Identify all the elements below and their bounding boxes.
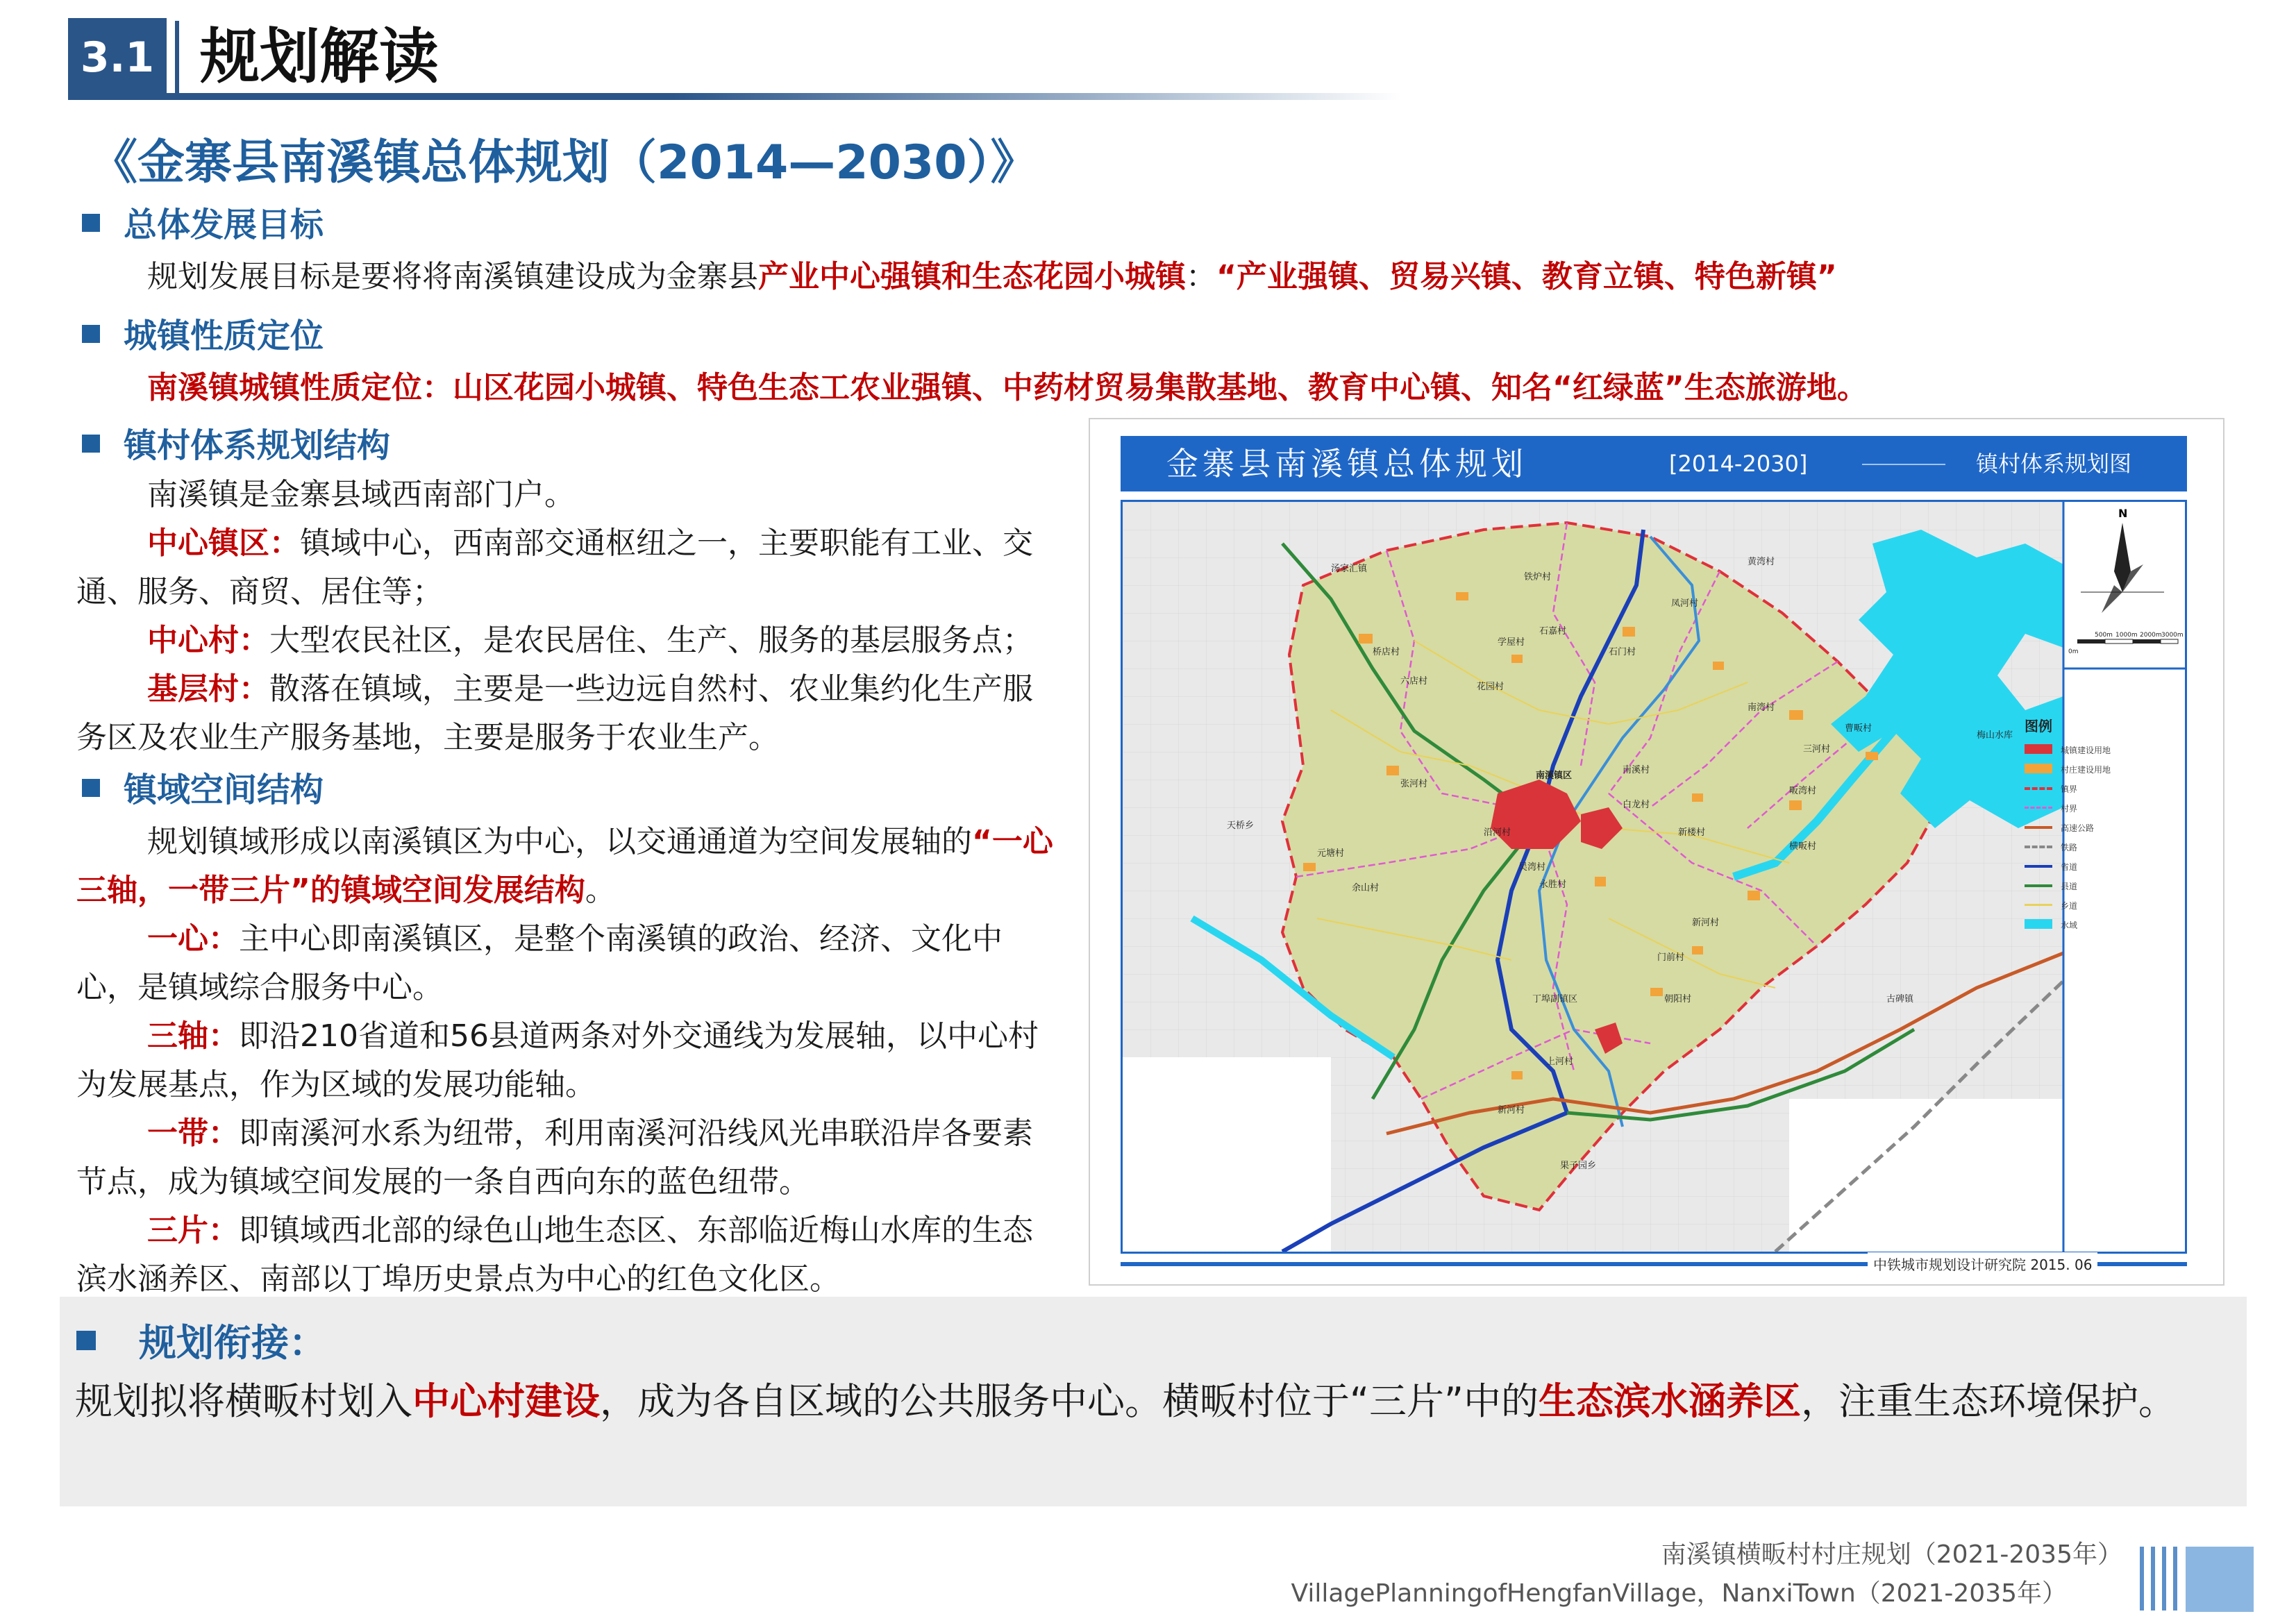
legend-swatch-expressway [2025, 826, 2052, 829]
legend-swatch-water [2025, 919, 2052, 929]
three-zones-description: 三片：即镇域西北部的绿色山地生态区、东部临近梅山水库的生态滨水涵养区、南部以丁埠历史景点为中心的红色文化区。 [76, 1213, 1033, 1297]
legend-swatch-village-boundary [2025, 807, 2052, 809]
legend-swatch-rural-road [2025, 904, 2052, 906]
place-label: 新楼村 [1678, 827, 1706, 838]
place-label: 铁炉村 [1524, 572, 1552, 582]
heading-town-positioning: 城镇性质定位 [82, 314, 324, 358]
legend-item: 乡道 [2025, 897, 2156, 916]
svg-text:0m: 0m [2068, 648, 2079, 655]
one-core-description: 一心：主中心即南溪镇区，是整个南溪镇的政治、经济、文化中心，是镇域综合服务中心。 [76, 921, 1003, 1005]
place-label: 黄湾村 [1748, 557, 1775, 567]
north-label: N [2118, 507, 2128, 520]
place-label: 丁埠副镇区 [1532, 994, 1578, 1004]
bullet-square-icon [76, 1331, 96, 1350]
svg-text:1000m: 1000m [2115, 632, 2138, 639]
footer-title-cn: 南溪镇横畈村村庄规划（2021-2035年） [1661, 1540, 2122, 1569]
map-type-label: 镇村体系规划图 [1976, 451, 2132, 477]
legend-item: 城镇建设用地 [2025, 741, 2156, 761]
place-label: 果子园乡 [1560, 1161, 1597, 1171]
planning-link-text: 规划拟将横畈村划入中心村建设，成为各自区域的公共服务中心。横畈村位于“三片”中的生态滨水涵养区，注重生态环境保护。 [75, 1379, 2176, 1423]
place-label: 朝阳村 [1664, 994, 1692, 1004]
svg-text:500m: 500m [2095, 632, 2113, 639]
spatial-structure-intro: 规划镇域形成以南溪镇区为中心，以交通通道为空间发展轴的“一心三轴，一带三片”的镇域空间发展结构。 [76, 824, 1053, 908]
legend-item: 县道 [2025, 877, 2156, 897]
village-system-intro: 南溪镇是金寨县域西南部门户。 [147, 477, 575, 512]
place-label: 三河村 [1803, 744, 1831, 755]
legend-item: 村界 [2025, 800, 2156, 819]
place-label: 学屋村 [1498, 637, 1525, 648]
central-town-description: 中心镇区：镇域中心，西南部交通枢纽之一，主要职能有工业、交通、服务、商贸、居住等； [76, 525, 1033, 609]
legend-item: 村庄建设用地 [2025, 761, 2156, 780]
planning-link-heading: 规划衔接： [76, 1319, 326, 1368]
place-label: 南溪村 [1623, 765, 1650, 775]
place-label: 余山村 [1352, 883, 1380, 893]
central-village-description: 中心村：大型农民社区，是农民居住、生产、服务的基层服务点； [147, 623, 1033, 658]
place-label: 新河村 [1692, 918, 1720, 928]
map-years: [2014-2030] [1669, 451, 1808, 477]
place-label: 石嘉村 [1539, 626, 1567, 637]
legend-swatch-county-road [2025, 884, 2052, 887]
footer-title-en: VillagePlanningofHengfanVillage，NanxiTown（2021-2035年） [1291, 1579, 2067, 1608]
header-separator [175, 21, 179, 97]
legend-swatch-village-land [2025, 764, 2052, 773]
place-label: 古碑镇 [1886, 994, 1914, 1004]
legend-item: 高速公路 [2025, 819, 2156, 839]
place-label: 曹畈村 [1845, 723, 1872, 734]
place-label: 南湾村 [1748, 703, 1775, 713]
footer-decor-block [2186, 1547, 2254, 1612]
legend-item: 省道 [2025, 858, 2156, 877]
basic-village-description: 基层村：散落在镇域，主要是一些边远自然村、农业集约化生产服务区及农业生产服务基地，主要是服务于农业生产。 [76, 671, 1033, 755]
heading-development-goal: 总体发展目标 [82, 203, 324, 247]
legend-item: 水域 [2025, 916, 2156, 936]
one-belt-description: 一带：即南溪河水系为纽带，利用南溪河沿线风光串联沿岸各要素节点，成为镇域空间发展的一条自西向东的蓝色纽带。 [76, 1116, 1033, 1200]
place-label: 花园村 [1477, 682, 1505, 692]
place-label: 天桥乡 [1227, 821, 1255, 831]
section-title: 规划解读 [200, 22, 439, 92]
document-title: 《金寨县南溪镇总体规划（2014—2030）》 [90, 135, 1038, 190]
map-credit: 中铁城市规划设计研究院 2015. 06 [1868, 1252, 2097, 1277]
legend-swatch-town-boundary [2025, 787, 2052, 790]
place-label: 新河村 [1498, 1105, 1525, 1116]
three-axes-description: 三轴：即沿210省道和56县道两条对外交通线为发展轴，以中心村为发展基点，作为区域的发展功能轴。 [76, 1018, 1039, 1102]
town-positioning-text: 南溪镇城镇性质定位：山区花园小城镇、特色生态工农业强镇、中药材贸易集散基地、教育中心镇、知名“红绿蓝”生态旅游地。 [147, 370, 1868, 405]
place-label: 元塘村 [1317, 848, 1345, 859]
section-number-badge: 3.1 [68, 18, 167, 97]
legend-title: 图例 [2025, 718, 2052, 734]
legend-item: 铁路 [2025, 839, 2156, 858]
development-goal-text: 规划发展目标是要将将南溪镇建设成为金寨县产业中心强镇和生态花园小城镇：“产业强镇、贸易兴镇、教育立镇、特色新镇” [147, 259, 1837, 294]
place-label: 沿河村 [1484, 827, 1511, 838]
place-label: 梅山水库 [1977, 730, 2013, 741]
place-label: 张河村 [1400, 779, 1428, 789]
svg-text:3000m: 3000m [2161, 632, 2184, 639]
svg-text:2000m: 2000m [2140, 632, 2162, 639]
place-label: 桥店村 [1373, 647, 1400, 657]
place-label: 六店村 [1400, 676, 1428, 687]
place-label: 上河村 [1546, 1057, 1574, 1067]
place-label: 白龙村 [1623, 800, 1650, 810]
place-label: 永胜村 [1539, 880, 1567, 890]
bullet-square-icon [82, 779, 100, 797]
legend-swatch-provincial-road [2025, 865, 2052, 868]
place-label: 横畈村 [1789, 841, 1817, 852]
legend-swatch-town-land [2025, 744, 2052, 754]
place-label: 南溪镇区 [1536, 771, 1573, 781]
legend-item: 镇界 [2025, 780, 2156, 800]
heading-spatial-structure: 镇域空间结构 [82, 768, 324, 812]
bullet-square-icon [82, 325, 100, 343]
bullet-square-icon [82, 214, 100, 232]
place-label: 汤家汇镇 [1331, 564, 1368, 574]
place-label: 门前村 [1657, 952, 1685, 963]
place-label: 石门村 [1609, 647, 1636, 657]
header-rule [68, 93, 1401, 100]
map-title-divider [1862, 464, 1945, 465]
bullet-square-icon [82, 435, 100, 453]
map-legend [2025, 741, 2156, 936]
place-label: 畈湾村 [1789, 786, 1817, 796]
place-label: 吴湾村 [1518, 862, 1546, 873]
map-title: 金寨县南溪镇总体规划 [1166, 445, 1527, 482]
heading-village-system: 镇村体系规划结构 [82, 423, 390, 468]
place-label: 凤河村 [1671, 598, 1699, 609]
legend-swatch-railway [2025, 846, 2052, 848]
